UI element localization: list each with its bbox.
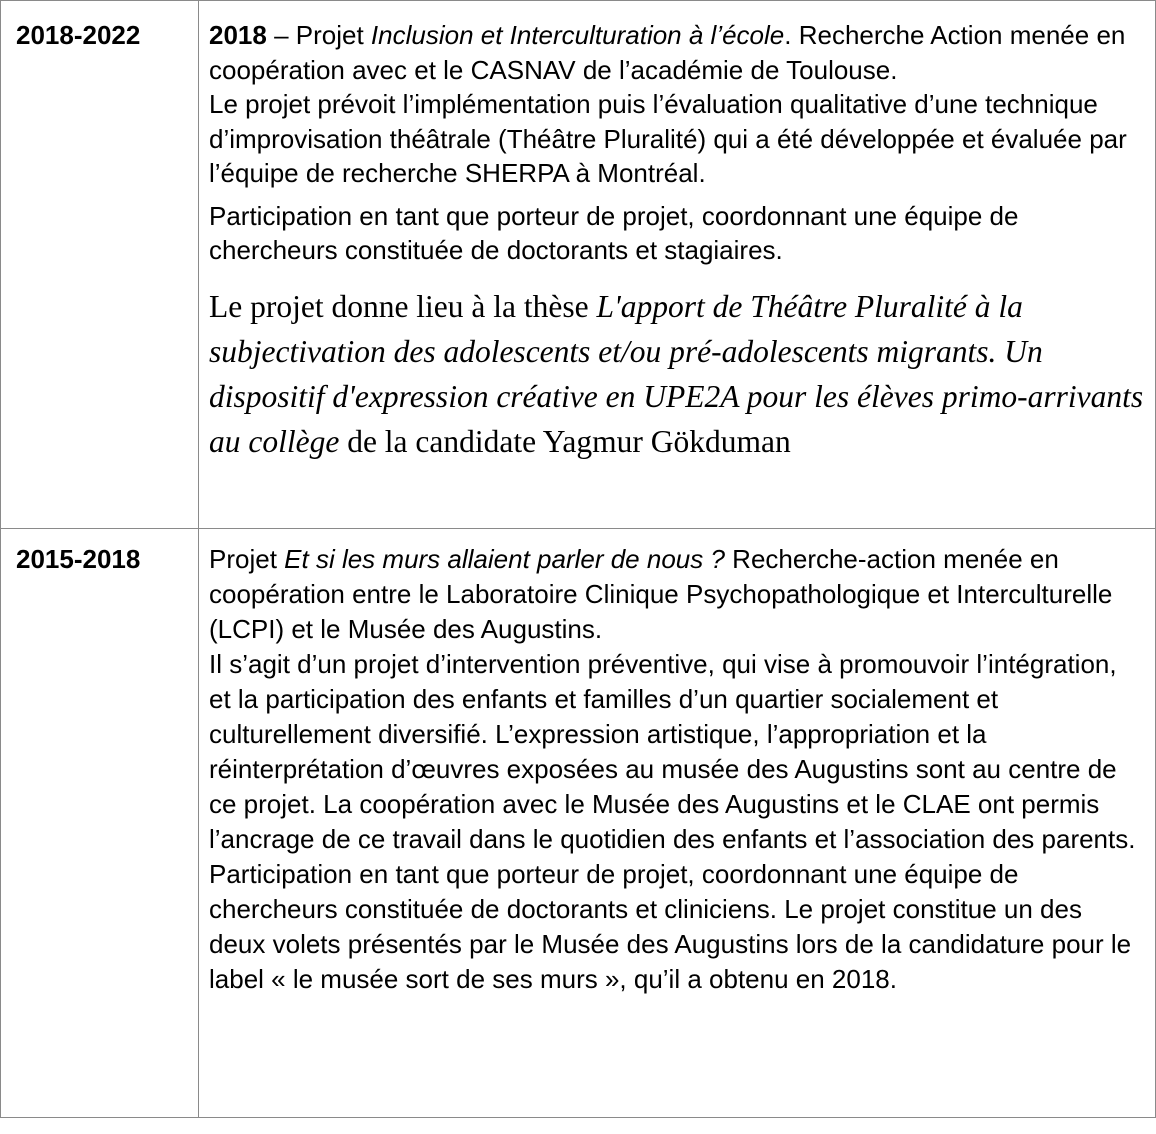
project-intro-rest: Recherche-action menée en coopération entre le Laboratoire Clinique Psychopathologique et Interculturelle (LCPI) et le Musée des Augustins. xyxy=(209,544,1113,644)
table-row xyxy=(1,529,1156,1118)
project-description-cell xyxy=(199,1,1156,529)
project-description-cell xyxy=(199,529,1156,1118)
period-cell: 2018-2022 xyxy=(1,1,199,529)
thesis-title: L'apport de Théâtre Pluralité à la subjectivation des adolescents et/ou pré-adolescents migrants. Un dispositif d'expression créative en UPE2A pour les élèves primo-arrivants au collège xyxy=(209,288,1144,459)
project-year: 2018 xyxy=(209,20,267,50)
period-cell: 2015-2018 xyxy=(1,529,199,1118)
project-title: Inclusion et Interculturation à l’école xyxy=(370,20,785,50)
project-intro-dash: – Projet xyxy=(266,20,371,50)
project-thesis xyxy=(209,284,1145,464)
project-participation: Participation en tant que porteur de projet, coordonnant une équipe de chercheurs constituée de doctorants et stagiaires. xyxy=(209,200,1019,265)
thesis-before: Le projet donne lieu à la thèse xyxy=(209,288,597,324)
project-implementation: Le projet prévoit l’implémentation puis l’évaluation qualitative d’une technique d’improvisation théâtrale (Théâtre Pluralité) qui a été développée et évaluée par l’équipe de recherche SHERPA à Montréal. xyxy=(209,89,1127,188)
project-participation: Participation en tant que porteur de projet, coordonnant une équipe de chercheurs constituée de doctorants et cliniciens. Le projet constitue un des deux volets présentés par le Musée des Augustins lors de la candidature pour le label « le musée sort de ses murs », qu’il a obtenu en 2018. xyxy=(209,859,1132,994)
project-intro xyxy=(209,542,1145,647)
project-title: Et si les murs allaient parler de nous ? xyxy=(284,544,725,574)
project-intro xyxy=(209,18,1145,87)
table-row xyxy=(1,1,1156,529)
project-intro-rest: . Recherche Action menée en coopération avec et le CASNAV de l’académie de Toulouse. xyxy=(209,20,1126,85)
thesis-after: de la candidate Yagmur Gökduman xyxy=(339,423,791,459)
project-intro-before: Projet xyxy=(209,544,285,574)
project-description: Il s’agit d’un projet d’intervention préventive, qui vise à promouvoir l’intégration, et la participation des enfants et familles d’un quartier socialement et culturellement diversifié. L’expression artistique, l’appropriation et la réinterprétation d’œuvres exposées au musée des Augustins sont au centre de ce projet. La coopération avec le Musée des Augustins et le CLAE ont permis l’ancrage de ce travail dans le quotidien des enfants et l’association des parents. xyxy=(209,649,1136,854)
